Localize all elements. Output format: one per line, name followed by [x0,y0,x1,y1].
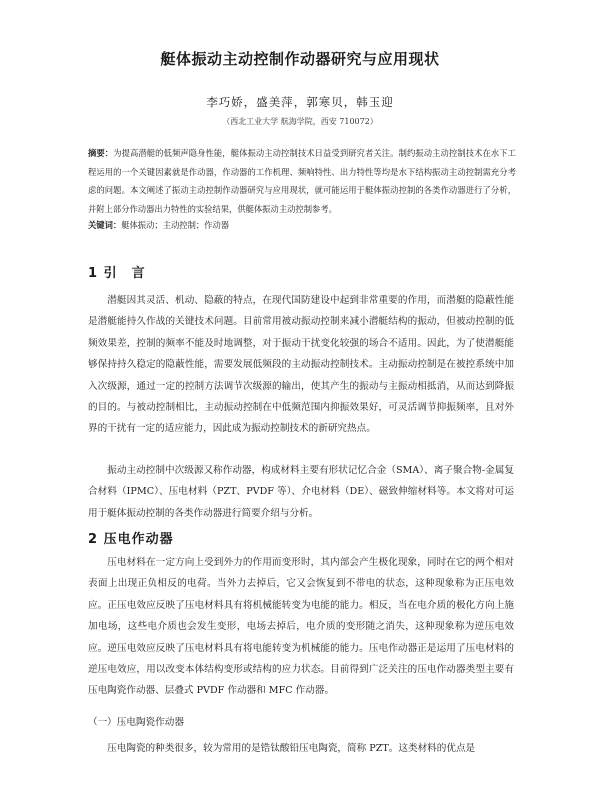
body-paragraph: 潜艇因其灵活、机动、隐蔽的特点，在现代国防建设中起到非常重要的作用，而潜艇的隐蔽性能是潜艇能持久作战的关键技术问题。目前常用被动振动控制来减小潜艇结构的振动，但被动控制的低频效果差，控制的频率不能及时地调整，对于振动干扰变化较强的场合不适用。因此，为了使潜艇能够保持持久稳定的隐蔽性能，需要发展低频段的主动振动控制技术。主动振动控制是在被控系统中加入次级源，通过一定的控制方法调节次级源的输出，使其产生的振动与主振动相抵消，从而达到降振的目的。与被动控制相比，主动振动控制在中低频范围内抑振效果好，可灵活调节抑振频率，且对外界的干扰有一定的适应能力，因此成为振动控制技术的新研究热点。 [88,295,514,435]
subsection-heading: （一）压电陶瓷作动器 [88,717,184,728]
paper-title: 艇体振动主动控制作动器研究与应用现状 [160,50,440,68]
body-paragraph: 压电材料在一定方向上受到外力的作用而变形时，其内部会产生极化现象，同时在它的两个相对表面上出现正负相反的电荷。当外力去掉后，它又会恢复到不带电的状态，这种现象称为正压电效应。正压电效应反映了压电材料具有将机械能转变为电能的能力。相反，当在电介质的极化方向上施加电场，这些电介质也会发生变形，电场去掉后，电介质的变形随之消失，这种现象称为逆压电效应。逆压电效应反映了压电材料具有将电能转变为机械能的能力。压电作动器正是运用了压电材料的逆压电效应，用以改变本体结构变形或结构的应力状态。目前得到广泛关注的压电作动器类型主要有压电陶瓷作动器、层叠式 PVDF 作动器和 MFC 作动器。 [88,557,514,697]
keywords-label: 关键词： [88,220,122,230]
section-heading-introduction: 1 引 言 [88,266,146,281]
keywords [88,218,516,232]
affiliation: （西北工业大学 航海学院，西安 710072） [222,117,378,126]
section-heading-piezo-actuator: 2 压电作动器 [88,532,174,547]
abstract-text: 为提高潜艇的低频声隐身性能，艇体振动主动控制技术日益受到研究者关注。制约振动主动控制技术在水下工程运用的一个关键因素就是作动器，作动器的工作机理、频响特性、出力特性等均是水下结构振动主动控制需充分考虑的问题。本文阐述了振动主动控制作动器研究与应用现状，就可能运用于艇体振动控制的各类作动器进行了分析，并附上部分作动器出力特性的实验结果，供艇体振动主动控制参考。 [88,148,516,214]
body-paragraph: 振动主动控制中次级源又称作动器，构成材料主要有形状记忆合金（SMA）、离子聚合物-金属复合材料（IPMC）、压电材料（PZT、PVDF 等）、介电材料（DE）、磁致伸缩材料等。本文将对可运用于艇体振动控制的各类作动器进行简要介绍与分析。 [88,465,514,519]
abstract [88,144,516,218]
keywords-text: 艇体振动；主动控制；作动器 [121,220,230,230]
author-list: 李巧娇，盛美萍，郭寒贝，韩玉迎 [206,95,394,109]
abstract-label: 摘要： [88,148,114,158]
body-paragraph: 压电陶瓷的种类很多，较为常用的是锆钛酸铅压电陶瓷，简称 PZT。这类材料的优点是 [107,743,476,754]
